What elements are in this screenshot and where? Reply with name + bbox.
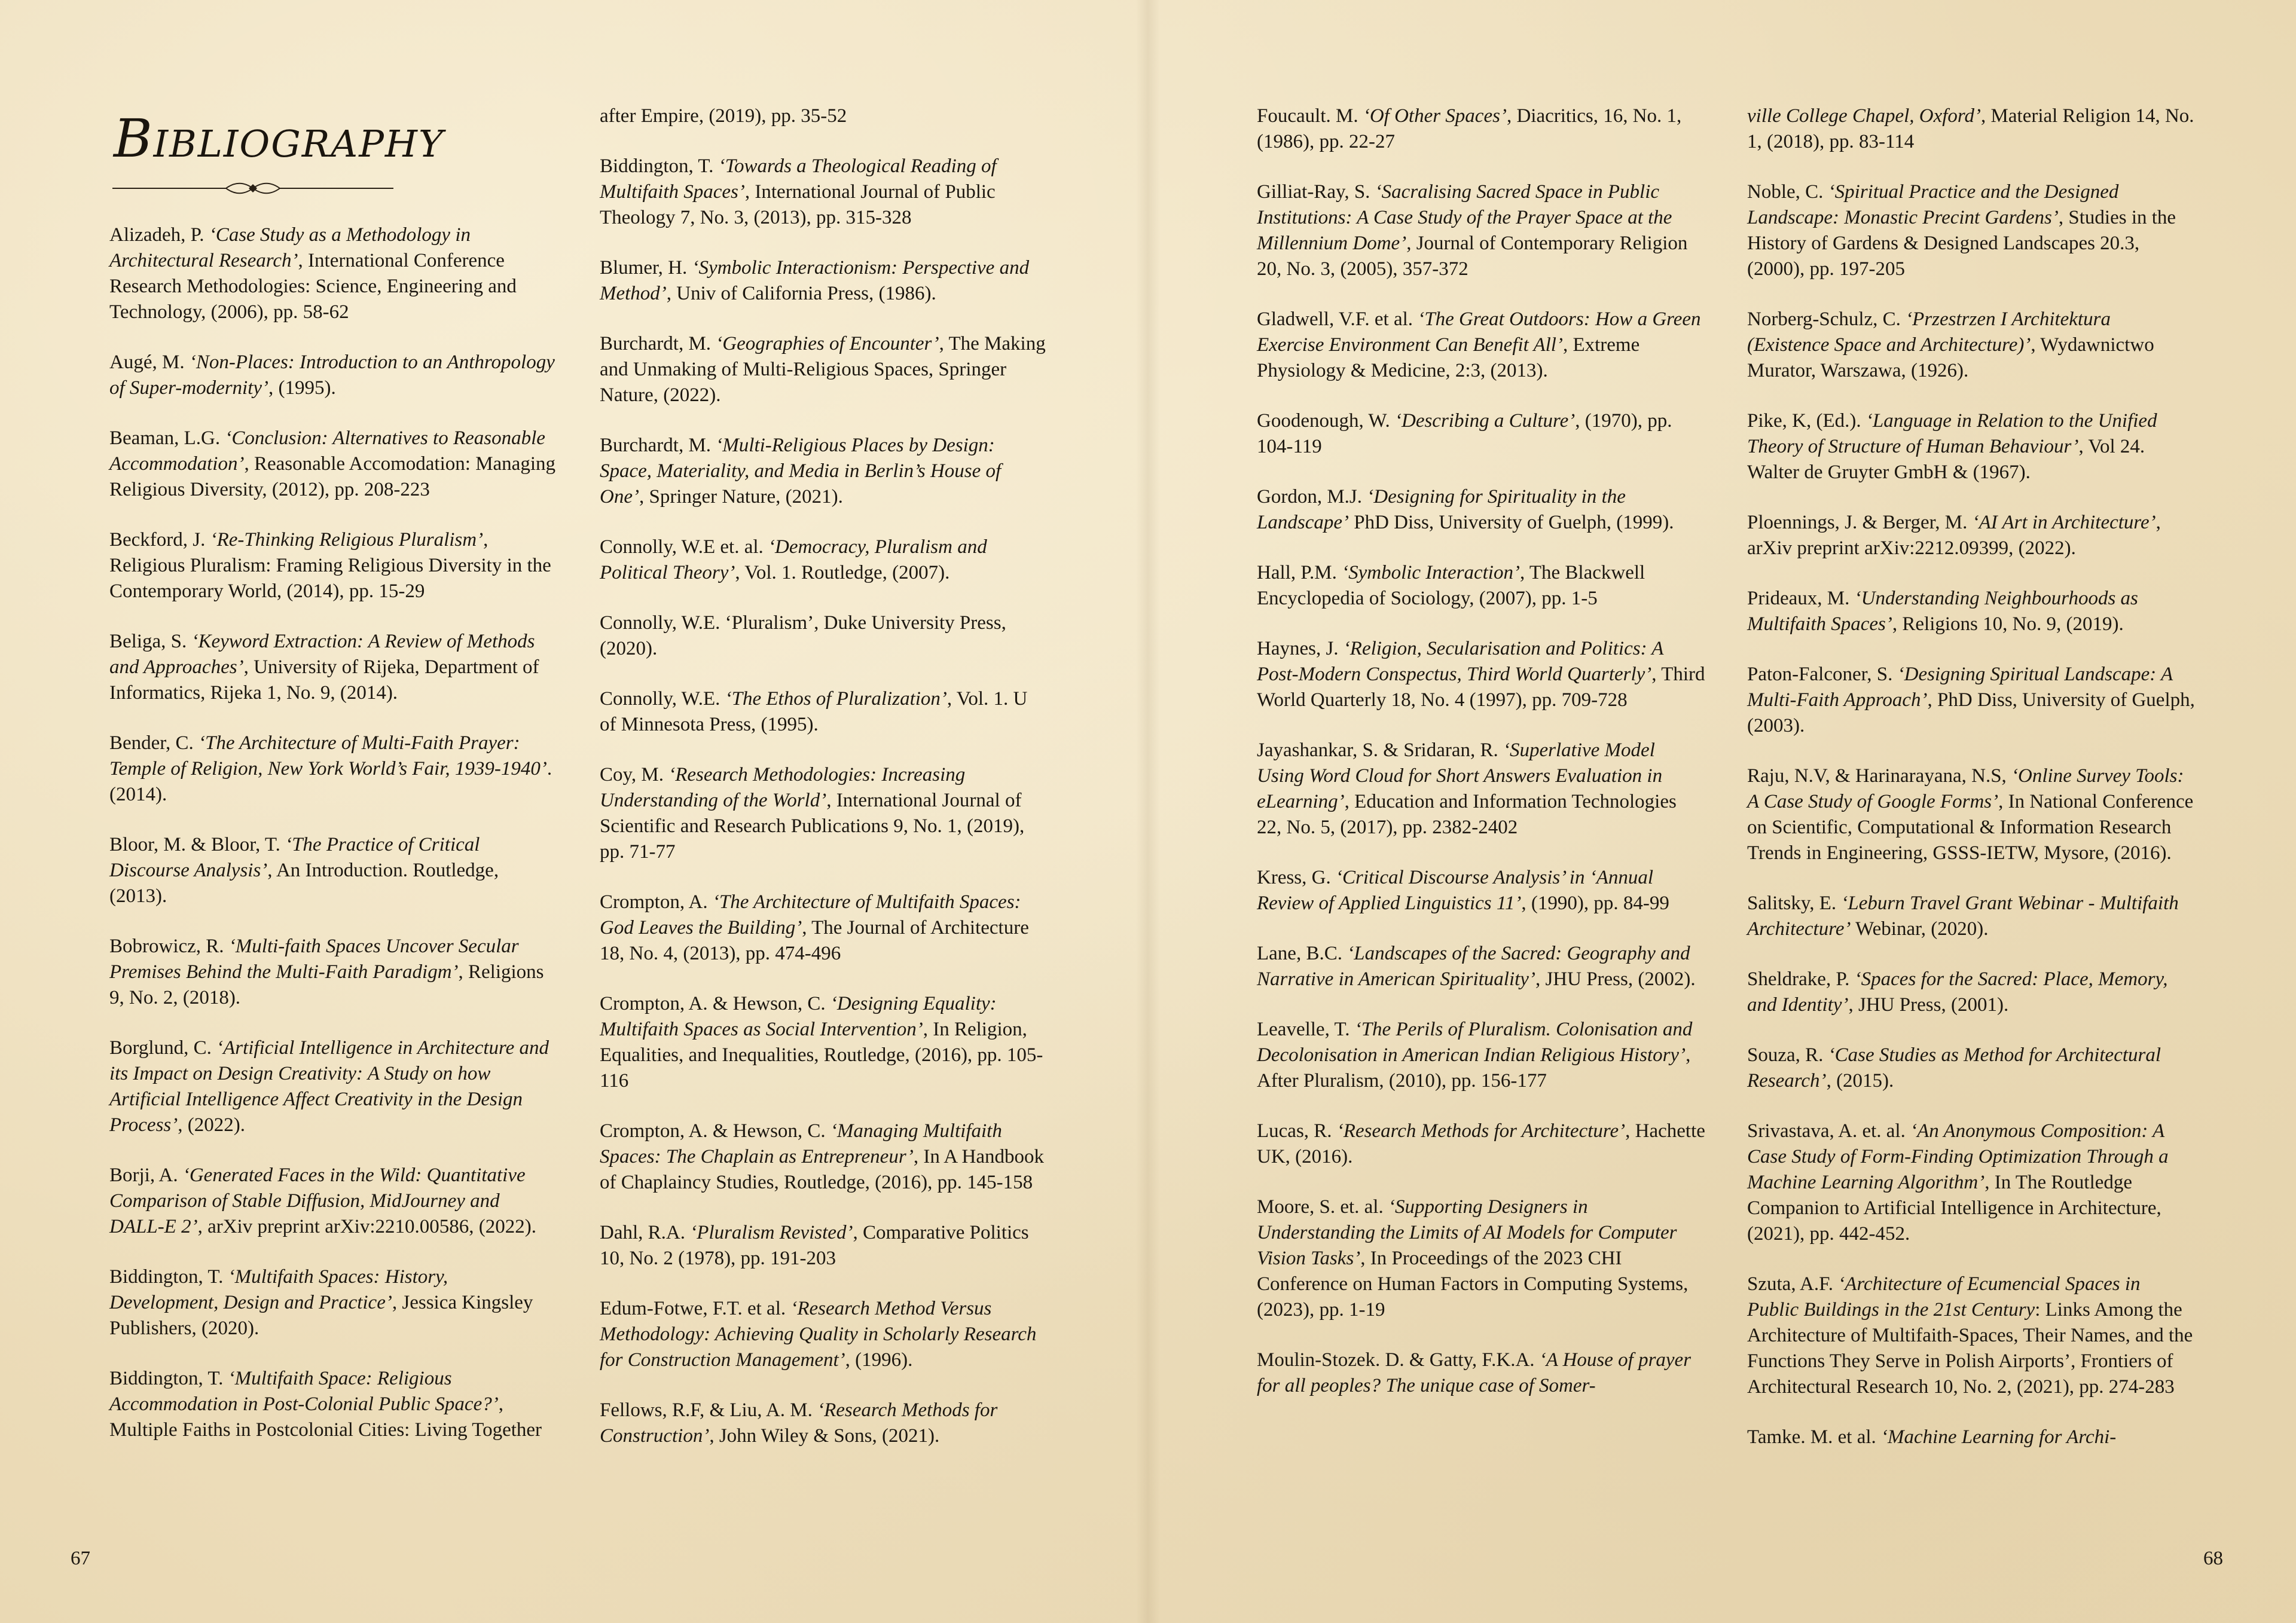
entry-work: ‘Designing Spiritual Landscape: A Multi-Faith Approach’ — [1747, 664, 2173, 711]
bibliography-entry — [1747, 763, 2196, 866]
bibliography-entry — [600, 103, 1048, 129]
page-title: Bibliography — [114, 108, 444, 169]
bibliography-entry — [109, 629, 558, 706]
entry-rest: , Religious Pluralism: Framing Religious Diversity in the Contemporary World, (2014), pp. 15-29 — [109, 529, 551, 602]
entry-work: ‘A House of prayer for all peoples? The unique case of Somer- — [1257, 1349, 1692, 1396]
bibliography-entry — [1747, 510, 2196, 561]
entry-rest: , (1996). — [845, 1349, 913, 1371]
bibliography-column-2 — [600, 103, 1048, 1474]
entry-work: ‘Re-Thinking Religious Pluralism’ — [210, 529, 484, 551]
entry-author: Borglund, C. — [109, 1037, 217, 1059]
entry-work: ‘Online Survey Tools: A Case Study of Google Forms’ — [1747, 765, 2184, 812]
entry-author: Bender, C. — [109, 732, 199, 754]
entry-author: Raju, N.V, & Harinarayana, N.S, — [1747, 765, 2012, 787]
entry-work: ‘Artificial Intelligence in Architecture and its Impact on Design Creativity: A Study on how Artificial Intelligence Affect Creativity in the Design Process’ — [109, 1037, 549, 1136]
entry-rest: , (1970), pp. 104-119 — [1257, 410, 1672, 457]
entry-work: ‘Research Methods for Construction’ — [600, 1399, 998, 1447]
entry-author: Ploennings, J. & Berger, M. — [1747, 512, 1973, 533]
entry-work: ‘Research Method Versus Methodology: Achieving Quality in Scholarly Research for Construction Management’ — [600, 1298, 1037, 1371]
entry-work: ‘Case Study as a Methodology in Architectural Research’ — [109, 224, 471, 271]
entry-author: Kress, G. — [1257, 867, 1336, 888]
entry-rest: , JHU Press, (2002). — [1535, 968, 1696, 990]
entry-rest: , In A Handbook of Chaplaincy Studies, Routledge, (2016), pp. 145-158 — [600, 1146, 1045, 1193]
bibliography-entry — [109, 1163, 558, 1240]
entry-work: ‘The Practice of Critical Discourse Analysis’ — [109, 834, 480, 881]
entry-author: Haynes, J. — [1257, 638, 1344, 659]
entry-rest: , Jessica Kingsley Publishers, (2020). — [109, 1292, 533, 1339]
bibliography-entry — [600, 255, 1048, 307]
entry-rest: , Multiple Faiths in Postcolonial Cities: Living Together — [109, 1393, 542, 1441]
bibliography-entry — [1747, 1118, 2196, 1247]
entry-author: Souza, R. — [1747, 1044, 1828, 1066]
entry-work: ‘Pluralism Revisted’ — [690, 1222, 853, 1243]
entry-author: Crompton, A. & Hewson, C. — [600, 993, 831, 1014]
entry-rest: , Diacritics, 16, No. 1, (1986), pp. 22-27 — [1257, 105, 1682, 152]
bibliography-entry — [600, 762, 1048, 865]
entry-work: ‘Spiritual Practice and the Designed Landscape: Monastic Precint Gardens’ — [1747, 181, 2119, 228]
entry-rest: , University of Rijeka, Department of Informatics, Rijeka 1, No. 9, (2014). — [109, 656, 539, 704]
entry-rest: , Vol. 1. Routledge, (2007). — [735, 562, 950, 583]
entry-author: Bloor, M. & Bloor, T. — [109, 834, 286, 855]
entry-author: Szuta, A.F. — [1747, 1273, 1839, 1295]
bibliography-entry — [1257, 636, 1705, 713]
entry-rest: , (1995). — [268, 377, 336, 399]
entry-rest: , International Conference Research Methodologies: Science, Engineering and Technology, (2006), pp. 58-62 — [109, 250, 517, 323]
bibliography-entry — [600, 686, 1048, 738]
entry-rest: ‘Pluralism’, Duke University Press, (2020). — [600, 612, 1006, 659]
bibliography-entry — [600, 1118, 1048, 1196]
entry-work: ‘Geographies of Encounter’ — [716, 333, 939, 354]
entry-rest: , JHU Press, (2001). — [1848, 994, 2009, 1016]
bibliography-entry — [1257, 103, 1705, 155]
entry-work: ‘Spaces for the Sacred: Place, Memory, and Identity’ — [1747, 968, 2168, 1016]
bibliography-entry — [600, 991, 1048, 1094]
entry-rest: , PhD Diss, University of Guelph, (2003). — [1747, 689, 2195, 736]
entry-rest: , Comparative Politics 10, No. 2 (1978), pp. 191-203 — [600, 1222, 1029, 1269]
entry-work: ‘Symbolic Interaction’ — [1342, 562, 1520, 583]
bibliography-entry — [109, 1264, 558, 1341]
bibliography-entry — [1747, 586, 2196, 637]
entry-work: ‘Towards a Theological Reading of Multifaith Spaces’ — [600, 155, 997, 203]
entry-work: ‘Multi-Religious Places by Design: Space, Materiality, and Media in Berlin’s House of One’ — [600, 435, 1002, 508]
entry-author: Foucault. M. — [1257, 105, 1363, 127]
entry-work: ‘Of Other Spaces’ — [1363, 105, 1507, 127]
entry-rest: , (2022). — [178, 1114, 245, 1136]
bibliography-column-1 — [109, 222, 558, 1468]
entry-author: Beaman, L.G. — [109, 427, 225, 449]
entry-author: Gladwell, V.F. et al. — [1257, 308, 1418, 330]
entry-author: Biddington, T. — [109, 1368, 228, 1389]
entry-work: ‘Przestrzen I Architektura (Existence Space and Architecture)’ — [1747, 308, 2111, 356]
bibliography-entry — [600, 1220, 1048, 1271]
entry-author: Biddington, T. — [109, 1266, 228, 1288]
entry-author: Beckford, J. — [109, 529, 210, 551]
bibliography-entry — [109, 222, 558, 325]
entry-author: Srivastava, A. et. al. — [1747, 1120, 1911, 1142]
entry-work: ‘Supporting Designers in Understanding the Limits of AI Models for Computer Vision Tasks’ — [1257, 1196, 1677, 1269]
entry-work: ‘An Anonymous Composition: A Case Study of Form-Finding Optimization Through a Machine Learning Algorithm’ — [1747, 1120, 2169, 1193]
entry-rest: , (2015). — [1826, 1070, 1894, 1092]
entry-work: ‘AI Art in Architecture’ — [1972, 512, 2156, 533]
entry-rest: , Vol 24. Walter de Gruyter GmbH & (1967). — [1747, 436, 2145, 483]
bibliography-entry — [600, 1296, 1048, 1373]
bibliography-column-4 — [1747, 103, 2196, 1475]
entry-work: ‘Superlative Model Using Word Cloud for Short Answers Evaluation in eLearning’ — [1257, 739, 1663, 812]
entry-work: ‘Research Methodologies: Increasing Understanding of the World’ — [600, 764, 966, 811]
entry-author: Salitsky, E. — [1747, 893, 1842, 914]
page-number-left: 67 — [71, 1548, 90, 1569]
entry-rest: , International Journal of Public Theology 7, No. 3, (2013), pp. 315-328 — [600, 181, 996, 228]
entry-author: Connolly, W.E et. al. — [600, 536, 769, 558]
entry-rest: , Religions 10, No. 9, (2019). — [1892, 613, 2124, 635]
entry-author: Blumer, H. — [600, 257, 692, 279]
entry-author: Sheldrake, P. — [1747, 968, 1855, 990]
bibliography-entry — [1747, 967, 2196, 1018]
entry-rest: , After Pluralism, (2010), pp. 156-177 — [1257, 1044, 1691, 1092]
entry-author: Moore, S. et. al. — [1257, 1196, 1388, 1218]
entry-author: Gordon, M.J. — [1257, 486, 1367, 508]
entry-author: Borji, A. — [109, 1164, 183, 1186]
entry-work: ‘Leburn Travel Grant Webinar - Multifaith Architecture’ — [1747, 893, 2179, 940]
bibliography-entry — [600, 1398, 1048, 1449]
entry-rest: PhD Diss, University of Guelph, (1999). — [1348, 512, 1674, 533]
bibliography-entry — [109, 426, 558, 503]
entry-work: ‘Multi-faith Spaces Uncover Secular Premises Behind the Multi-Faith Paradigm’ — [109, 936, 519, 983]
page-gutter — [1136, 0, 1160, 1623]
bibliography-entry — [1257, 738, 1705, 840]
entry-work: ‘Critical Discourse Analysis’ in ‘Annual Review of Applied Linguistics 11’ — [1257, 867, 1654, 914]
entry-rest: , John Wiley & Sons, (2021). — [709, 1425, 940, 1447]
entry-rest: , arXiv preprint arXiv:2212.09399, (2022). — [1747, 512, 2161, 559]
entry-work: ‘Describing a Culture’ — [1395, 410, 1576, 432]
entry-rest: , In Religion, Equalities, and Inequalities, Routledge, (2016), pp. 105-116 — [600, 1019, 1043, 1092]
bibliography-entry — [1747, 891, 2196, 942]
title-divider-ornament — [112, 179, 393, 197]
entry-work: ‘Multifaith Space: Religious Accommodation in Post-Colonial Public Space?’ — [109, 1368, 499, 1415]
entry-rest: , Education and Information Technologies 22, No. 5, (2017), pp. 2382-2402 — [1257, 791, 1677, 838]
bibliography-entry — [600, 331, 1048, 408]
bibliography-entry — [1747, 1425, 2196, 1450]
bibliography-entry — [1257, 560, 1705, 612]
entry-work: ‘Religion, Secularisation and Politics: A Post-Modern Conspectus, Third World Quarterly’ — [1257, 638, 1663, 685]
entry-rest: , Third World Quarterly 18, No. 4 (1997), pp. 709-728 — [1257, 664, 1705, 711]
entry-rest: , An Introduction. Routledge, (2013). — [109, 860, 499, 907]
bibliography-entry — [109, 1366, 558, 1443]
entry-work: ville College Chapel, Oxford’ — [1747, 105, 1981, 127]
bibliography-column-3 — [1257, 103, 1705, 1423]
entry-rest: , Reasonable Accomodation: Managing Religious Diversity, (2012), pp. 208-223 — [109, 453, 555, 500]
entry-rest: , Vol. 1. U of Minnesota Press, (1995). — [600, 688, 1028, 735]
entry-author: Augé, M. — [109, 352, 190, 373]
entry-work: ‘Machine Learning for Archi- — [1881, 1426, 2117, 1448]
entry-author: Coy, M. — [600, 764, 669, 785]
entry-work: ‘The Great Outdoors: How a Green Exercise Environment Can Benefit All’ — [1257, 308, 1701, 356]
entry-work: ‘Research Methods for Architecture’ — [1336, 1120, 1626, 1142]
entry-work: ‘Managing Multifaith Spaces: The Chaplain as Entrepreneur’ — [600, 1120, 1002, 1167]
bibliography-entry — [1747, 307, 2196, 384]
entry-rest: , Springer Nature, (2021). — [639, 486, 843, 508]
entry-author: Connolly, W.E. — [600, 612, 725, 634]
entry-work: ‘Architecture of Ecumencial Spaces in Public Buildings in the 21st Century — [1747, 1273, 2141, 1321]
entry-author: Alizadeh, P. — [109, 224, 209, 246]
bibliography-entry — [1747, 1271, 2196, 1400]
entry-author: Norberg-Schulz, C. — [1747, 308, 1906, 330]
entry-author: Paton-Falconer, S. — [1747, 664, 1898, 685]
entry-author: Bobrowicz, R. — [109, 936, 229, 957]
entry-rest: , arXiv preprint arXiv:2210.00586, (2022). — [197, 1216, 536, 1237]
bibliography-entry — [600, 154, 1048, 231]
entry-rest: . (2014). — [109, 758, 552, 805]
entry-work: ‘Democracy, Pluralism and Political Theory’ — [600, 536, 987, 583]
entry-rest: , Journal of Contemporary Religion 20, No. 3, (2005), 357-372 — [1257, 233, 1688, 280]
entry-work: ‘The Architecture of Multifaith Spaces: God Leaves the Building’ — [600, 891, 1021, 939]
page-number-right: 68 — [2203, 1548, 2223, 1569]
bibliography-entry — [600, 890, 1048, 967]
entry-author: Prideaux, M. — [1747, 588, 1855, 609]
bibliography-entry — [1257, 484, 1705, 536]
entry-rest: , The Blackwell Encyclopedia of Sociology, (2007), pp. 1-5 — [1257, 562, 1645, 609]
entry-author: Crompton, A. — [600, 891, 713, 913]
entry-author: Pike, K, (Ed.). — [1747, 410, 1866, 432]
bibliography-entry — [1257, 307, 1705, 384]
bibliography-entry — [109, 832, 558, 909]
entry-rest: , Studies in the History of Gardens & Designed Landscapes 20.3, (2000), pp. 197-205 — [1747, 207, 2176, 280]
entry-rest: , In Proceedings of the 2023 CHI Conference on Human Factors in Computing Systems, (2023), pp. 1-19 — [1257, 1248, 1689, 1321]
bibliography-entry — [1747, 408, 2196, 485]
entry-author: Burchardt, M. — [600, 333, 716, 354]
entry-author: Beliga, S. — [109, 631, 192, 652]
bibliography-entry — [109, 350, 558, 401]
entry-author: Connolly, W.E. — [600, 688, 725, 710]
entry-author: Dahl, R.A. — [600, 1222, 691, 1243]
entry-work: ‘Keyword Extraction: A Review of Methods and Approaches’ — [109, 631, 535, 678]
entry-work: ‘The Perils of Pluralism. Colonisation and Decolonisation in American Indian Religious History’ — [1257, 1019, 1693, 1066]
entry-author: Fellows, R.F, & Liu, A. M. — [600, 1399, 818, 1421]
entry-rest: , In The Routledge Companion to Artificial Intelligence in Architecture, (2021), pp. 442-452. — [1747, 1172, 2161, 1245]
entry-rest: , Religions 9, No. 2, (2018). — [109, 961, 544, 1008]
entry-author: Leavelle, T. — [1257, 1019, 1355, 1040]
entry-author: Gilliat-Ray, S. — [1257, 181, 1375, 203]
entry-author: Crompton, A. & Hewson, C. — [600, 1120, 831, 1142]
bibliography-entry — [1257, 1118, 1705, 1170]
bibliography-entry — [600, 534, 1048, 586]
entry-work: ‘Conclusion: Alternatives to Reasonable Accommodation’ — [109, 427, 545, 475]
entry-work: ‘Understanding Neighbourhoods as Multifaith Spaces’ — [1747, 588, 2138, 635]
entry-rest: : Links Among the Architecture of Multifaith-Spaces, Their Names, and the Functions They Serve in Polish Airports’, Frontiers of Architectural Research 10, No. 2, (2021), pp. 274-283 — [1747, 1299, 2193, 1398]
bibliography-entry — [1257, 179, 1705, 282]
entry-author: Biddington, T. — [600, 155, 719, 177]
entry-author: Moulin-Stozek. D. & Gatty, F.K.A. — [1257, 1349, 1540, 1371]
entry-rest: , International Journal of Scientific and Research Publications 9, No. 1, (2019), pp. 71-77 — [600, 790, 1025, 863]
bibliography-entry — [1257, 865, 1705, 916]
bibliography-entry — [1257, 1194, 1705, 1323]
bibliography-entry — [1747, 179, 2196, 282]
entry-work: ‘Case Studies as Method for Architectural Research’ — [1747, 1044, 2161, 1092]
entry-work: ‘The Ethos of Pluralization’ — [725, 688, 947, 710]
entry-rest: after Empire, (2019), pp. 35-52 — [600, 105, 847, 127]
entry-rest: , In National Conference on Scientific, Computational & Information Research Trends in Engineering, GSSS-IETW, Mysore, (2016). — [1747, 791, 2194, 864]
entry-author: Noble, C. — [1747, 181, 1828, 203]
entry-work: ‘Multifaith Spaces: History, Development, Design and Practice’ — [109, 1266, 448, 1313]
bibliography-entry — [1747, 662, 2196, 739]
entry-work: ‘Language in Relation to the Unified Theory of Structure of Human Behaviour’ — [1747, 410, 2157, 457]
bibliography-entry — [600, 610, 1048, 662]
entry-rest: , Univ of California Press, (1986). — [666, 283, 936, 304]
entry-rest: , The Journal of Architecture 18, No. 4, (2013), pp. 474-496 — [600, 917, 1029, 964]
entry-rest: , Hachette UK, (2016). — [1257, 1120, 1705, 1167]
entry-rest: Webinar, (2020). — [1851, 918, 1989, 940]
entry-author: Lucas, R. — [1257, 1120, 1337, 1142]
entry-author: Jayashankar, S. & Sridaran, R. — [1257, 739, 1504, 761]
bibliography-entry — [1257, 1347, 1705, 1399]
entry-work: ‘Designing for Spirituality in the Landscape’ — [1257, 486, 1626, 533]
entry-rest: , Material Religion 14, No. 1, (2018), pp. 83-114 — [1747, 105, 2194, 152]
entry-rest: , Extreme Physiology & Medicine, 2:3, (2013). — [1257, 334, 1640, 381]
entry-work: ‘Generated Faces in the Wild: Quantitative Comparison of Stable Diffusion, MidJourney and DALL-E 2’ — [109, 1164, 526, 1237]
entry-author: Hall, P.M. — [1257, 562, 1342, 583]
entry-rest: , (1990), pp. 84-99 — [1521, 893, 1669, 914]
entry-author: Goodenough, W. — [1257, 410, 1395, 432]
entry-author: Edum-Fotwe, F.T. et al. — [600, 1298, 791, 1319]
entry-author: Burchardt, M. — [600, 435, 716, 456]
bibliography-entry — [600, 433, 1048, 510]
entry-work: ‘The Architecture of Multi-Faith Prayer: Temple of Religion, New York World’s Fair, 1939-1940’ — [109, 732, 547, 780]
entry-work: ‘Symbolic Interactionism: Perspective and Method’ — [600, 257, 1030, 304]
bibliography-entry — [1257, 408, 1705, 460]
entry-rest: , The Making and Unmaking of Multi-Religious Spaces, Springer Nature, (2022). — [600, 333, 1046, 406]
entry-work: ‘Non-Places: Introduction to an Anthropology of Super-modernity’ — [109, 352, 555, 399]
bibliography-entry — [109, 730, 558, 808]
entry-work: ‘Designing Equality: Multifaith Spaces as Social Intervention’ — [600, 993, 997, 1040]
bibliography-entry — [1747, 103, 2196, 155]
bibliography-entry — [1747, 1043, 2196, 1094]
bibliography-entry — [1257, 941, 1705, 992]
bibliography-entry — [109, 527, 558, 604]
bibliography-entry — [109, 1035, 558, 1138]
bibliography-entry — [109, 934, 558, 1011]
entry-author: Lane, B.C. — [1257, 943, 1348, 964]
entry-rest: , Wydawnictwo Murator, Warszawa, (1926). — [1747, 334, 2154, 381]
bibliography-entry — [1257, 1017, 1705, 1094]
entry-work: ‘Sacralising Sacred Space in Public Institutions: A Case Study of the Prayer Space at the Millennium Dome’ — [1257, 181, 1672, 254]
entry-author: Tamke. M. et al. — [1747, 1426, 1882, 1448]
entry-work: ‘Landscapes of the Sacred: Geography and Narrative in American Spirituality’ — [1257, 943, 1690, 990]
